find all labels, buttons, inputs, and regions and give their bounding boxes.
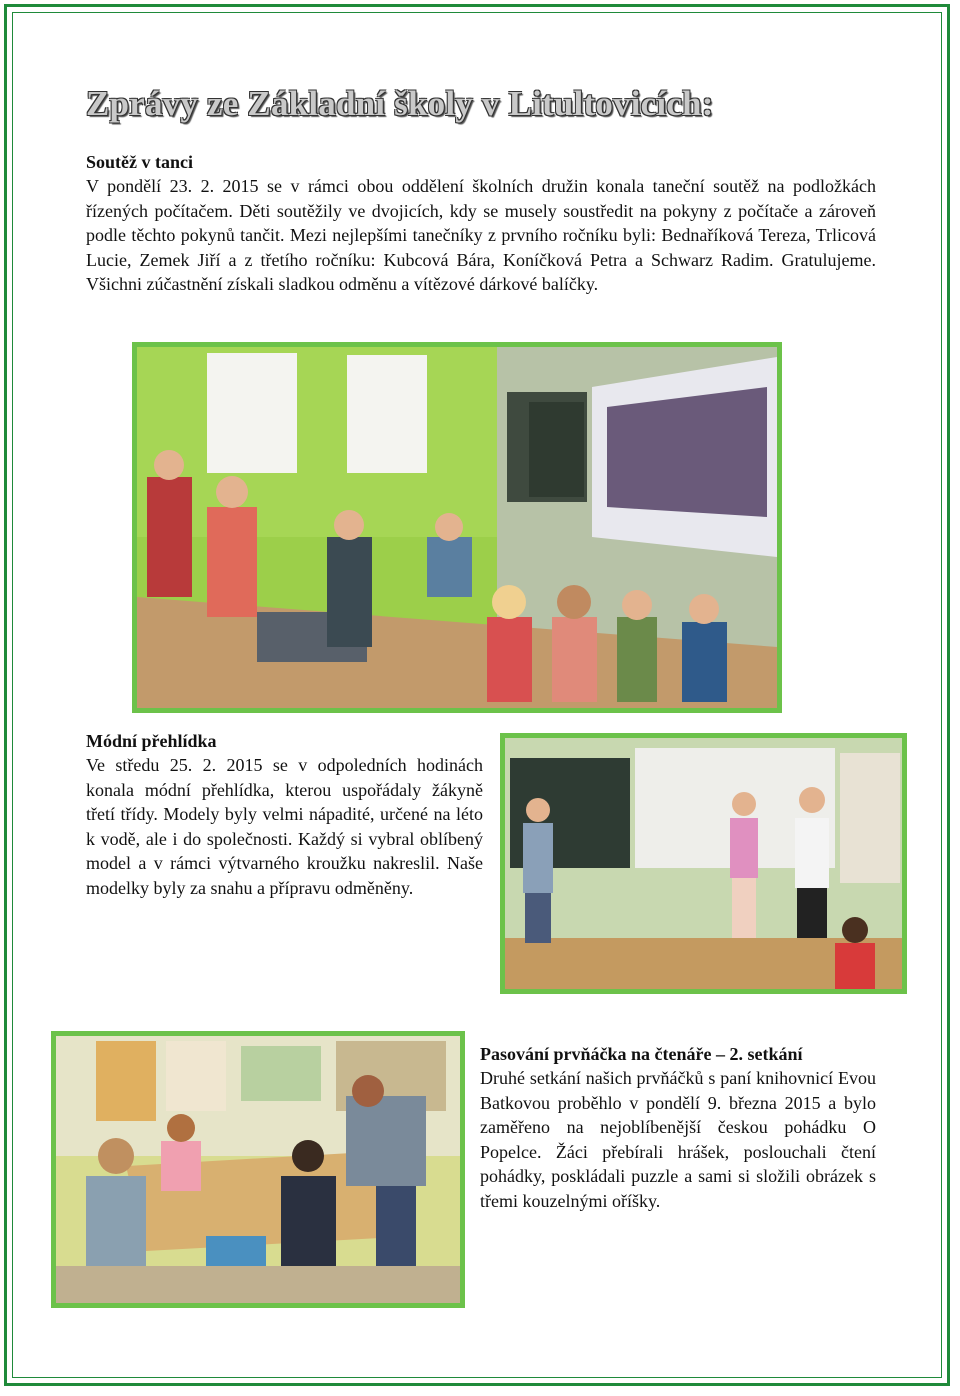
section-reading [480, 1042, 876, 1213]
section-heading: Módní přehlídka [86, 731, 217, 751]
section-text: V pondělí 23. 2. 2015 se v rámci obou oddělení školních družin konala taneční soutěž na podložkách řízených počítačem. Děti soutěžily ve dvojicích, kdy se musely soustředit na pokyny z počítače a zároveň podle těchto pokynů tančit. Mezi nejlepšími tanečníky z prvního ročníku byli: Bednaříková Tereza, Trlicová Lucie, Zemek Jiří a z třetího ročníku: Kubcová Bára, Koníčková Petra a Schwarz Radim. Gratulujeme. Všichni zúčastnění získali sladkou odměnu a vítězové dárkové balíčky. [86, 176, 876, 294]
section-text: Druhé setkání našich prvňáčků s paní knihovnicí Evou Batkovou proběhlo v pondělí 9. března 2015 a bylo zaměřeno na nejoblíbenější českou pohádku O Popelce. Žáci přebírali hrášek, poslouchali čtení pohádky, poskládali puzzle a sami si složili obrázek s třemi kouzelnými oříšky. [480, 1068, 876, 1211]
section-heading: Soutěž v tanci [86, 152, 193, 172]
section-dance [86, 150, 876, 297]
section-heading: Pasování prvňáčka na čtenáře – 2. setkání [480, 1044, 803, 1064]
section-fashion [86, 729, 483, 900]
dance-competition-photo [132, 342, 782, 713]
fashion-show-photo [500, 733, 907, 994]
reading-session-photo [51, 1031, 465, 1308]
section-text: Ve středu 25. 2. 2015 se v odpoledních hodinách konala módní přehlídka, kterou uspořádaly žákyně třetí třídy. Modely byly velmi nápadité, určené na léto k vodě, ale i do společnosti. Každý si vybral oblíbený model a v rámci výtvarného kroužku nakreslil. Naše modelky byly za snahu a přípravu odměněny. [86, 755, 483, 898]
page-title: Zprávy ze Základní školy v Litultovicích: [86, 84, 714, 123]
